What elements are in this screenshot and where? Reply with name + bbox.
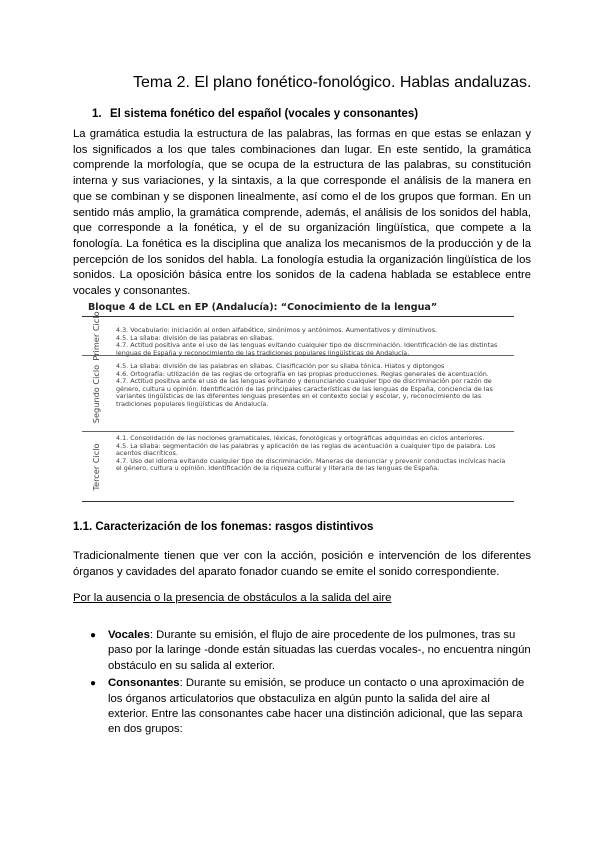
ciclo-item: 4.7. Actitud positiva ante el uso de las lenguas evitando y denunciando cualquier tipo de discriminación por razón de género, cultura u opinión. Identificación de las principales características de las lenguas de España, conciencia de las variantes lingüísticas de las diferentes lenguas presentes en el contexto social y escolar, y, reconocimiento de las tradiciones populares lingüísticas de Andalucía. — [116, 377, 493, 408]
list-item — [73, 628, 533, 674]
ciclo-items — [116, 363, 512, 409]
document-title: Tema 2. El plano fonético-fonológico. Hablas andaluzas. — [133, 74, 532, 91]
bullet-dot-icon: ● — [90, 678, 97, 690]
ciclo-row-segundo — [82, 357, 514, 432]
ciclo-label: Primer Ciclo — [91, 311, 101, 361]
curriculum-figure-title: Bloque 4 de LCL en EP (Andalucía): “Conocimiento de la lengua” — [88, 302, 438, 313]
section-1-1-heading: 1.1. Caracterización de los fonemas: rasgos distintivos — [73, 521, 374, 533]
ciclo-items — [116, 327, 512, 357]
obstacles-subheading: Por la ausencia o la presencia de obstáculos a la salida del aire — [73, 592, 392, 604]
ciclo-item: 4.3. Vocabulario: iniciación al orden alfabético, sinónimos y antónimos. Aumentativos y diminutivos. — [116, 326, 438, 334]
curriculum-figure — [82, 302, 514, 502]
phoneme-bullet-list — [73, 628, 533, 740]
bullet-dot-icon: ● — [90, 630, 97, 641]
section-1-heading — [92, 108, 418, 120]
ciclo-item: 4.7. Actitud positiva ante el uso de las lenguas evitando cualquier tipo de discriminación. Identificación de las distintas lenguas de España y reconocimiento de las tradiciones populares lingüísticas de Andalucía. — [116, 341, 498, 357]
bullet-term: Vocales — [108, 629, 150, 641]
ciclo-label: Segundo Ciclo — [91, 364, 101, 424]
section-1-heading-text: El sistema fonético del español (vocales y consonantes) — [110, 108, 419, 120]
bullet-term: Consonantes — [108, 677, 180, 690]
ciclo-item: 4.1. Consolidación de las nociones gramaticales, léxicas, fonológicas y ortográficas adquiridas en ciclos anteriores. — [116, 434, 485, 442]
ciclo-item: 4.6. Ortografía: utilización de las reglas de ortografía en las propias producciones. Reglas generales de acentuación. — [116, 369, 489, 378]
curriculum-table — [82, 311, 514, 502]
ciclo-row-tercer — [82, 433, 514, 501]
ciclo-item: 4.5. La sílaba: división de las palabras en sílabas. — [116, 333, 275, 342]
section-1-1-paragraph: Tradicionalmente tienen que ver con la acción, posición e intervención de los diferentes órganos y cavidades del aparato fonador cuando se emite el sonido correspondiente. — [73, 550, 531, 578]
section-1-paragraph: La gramática estudia la estructura de las palabras, las formas en que estas se enlazan y los significados a los que tales combinaciones dan lugar. En este sentido, la gramática comprende la morfología, que se ocupa de la estructura de las palabras, su constitución interna y sus variaciones, y la sintaxis, a la que corresponde el análisis de la manera en que se combinan y se disponen linealmente, así como el de los grupos que forman. En un sentido más amplio, la gramática comprende, además, el análisis de los sonidos del habla, que corresponde a la fonética, y el de su organización lingüística, que compete a la fonología. La fonética es la disciplina que analiza los mecanismos de la producción y de la percepción de los sonidos del habla. La fonología estudia la organización lingüística de los sonidos. La oposición básica entre los sonidos de la cadena hablada se establece entre vocales y consonantes. — [73, 128, 531, 298]
ciclo-item: 4.7. Uso del idioma evitando cualquier tipo de discriminación. Maneras de denunciar y prevenir conductas incívicas hacia el género, cultura u opinión. Identificación de la riqueza cultural y literaria de las lenguas de España. — [116, 456, 506, 473]
ciclo-items — [116, 435, 512, 473]
ciclo-row-primer — [82, 311, 514, 361]
ciclo-item: 4.5. La sílaba: segmentación de las palabras y aplicación de las reglas de acentuación a cualquier tipo de palabra. Los acentos diacríticos. — [116, 441, 496, 458]
list-item — [73, 676, 533, 738]
ciclo-item: 4.5. La sílaba: división de las palabras en sílabas. Clasificación por su sílaba tónica. Hiatos y diptongos — [116, 362, 445, 370]
bullet-text: : Durante su emisión, se produce un contacto o una aproximación de los órganos articulatorios que obstaculiza en algún punto la salida del aire al exterior. Entre las consonantes cabe hacer una distinción adicional, que las separa en dos grupos: — [108, 677, 525, 736]
section-1-number: 1. — [92, 108, 102, 120]
bullet-text: : Durante su emisión, el flujo de aire procedente de los pulmones, tras su paso por la laringe -donde están situadas las cuerdas vocales-, no encuentra ningún obstáculo en su salida al exterior. — [108, 629, 531, 672]
ciclo-label: Tercer Ciclo — [91, 443, 101, 491]
